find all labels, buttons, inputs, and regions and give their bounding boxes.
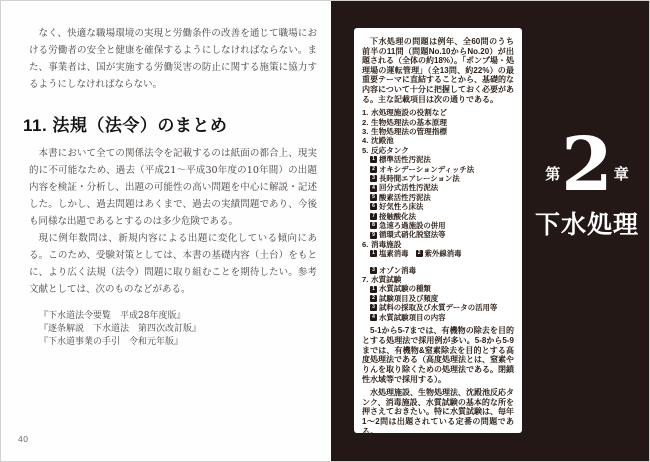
numbered-badge-icon: 1 xyxy=(370,250,377,257)
outline-sub-row xyxy=(362,174,514,183)
outline-item xyxy=(362,127,514,136)
outline-item-number: 7. xyxy=(362,275,369,285)
outline-sub-entry xyxy=(416,249,462,258)
outline-sub-label: 水質試験項目の内容 xyxy=(379,312,446,322)
numbered-badge-icon: 1 xyxy=(370,286,377,293)
numbered-badge-icon: 8 xyxy=(370,222,377,229)
outline-sub-entry xyxy=(370,284,431,293)
outline-item xyxy=(362,136,514,145)
numbered-badge-icon: 2 xyxy=(416,250,423,257)
outline-sub-row xyxy=(362,249,514,275)
numbered-badge-icon: 3 xyxy=(370,304,377,311)
chapter-title-block xyxy=(525,122,649,241)
left-page xyxy=(1,1,331,461)
outline-sub-entry xyxy=(370,183,438,192)
outline-sub-row xyxy=(362,183,514,192)
numbered-badge-icon: 1 xyxy=(370,156,377,163)
outline-item-number: 1. xyxy=(362,108,369,118)
chapter-summary-box xyxy=(354,28,522,437)
outline-sub-entry xyxy=(370,174,460,183)
body-paragraph: 本書において全ての関係法令を記載するのは紙面の都合上、現実的に不可能なため、過去（平成21～平成30年度の10年間）の出題内容を検証・分析し、出題の可能性の高い問題を中心に解説・記述した。しかし、過去問題はあくまで、過去の実績問題であり、今後も同様な出題であるとするのは多少危険である。 xyxy=(29,148,317,227)
outline-item-label: 水質試験 xyxy=(371,275,402,285)
outline-sub-entry xyxy=(370,221,446,230)
outline-sub-row xyxy=(362,313,514,322)
numbered-badge-icon: 7 xyxy=(370,213,377,220)
numbered-badge-icon: 2 xyxy=(370,295,377,302)
outline-sub-entry xyxy=(370,303,497,312)
numbered-badge-icon: 4 xyxy=(370,314,377,321)
outline-item-number: 2. xyxy=(362,117,369,127)
outline-sub-label: 回分式活性汚泥法 xyxy=(379,183,439,193)
outline-sub-row xyxy=(362,303,514,312)
outline-sub-entry xyxy=(370,165,474,174)
outline-sub-row xyxy=(362,165,514,174)
summary-note: 5-1から5-7までは、有機物の除去を目的とする処理法で採用例が多い。5-8から5-9までは、有機物&窒素除去を目的とする高度処理法である（高度処理法とは、窒素やりんを取り除くための処理法である。閉鎖性水域等で採用する）。 xyxy=(362,326,514,385)
chapter-title: 下水処理 xyxy=(534,211,639,239)
outline-sub-label: 水質試験の種類 xyxy=(379,284,431,294)
numbered-badge-icon: 3 xyxy=(370,175,377,182)
summary-note: 水処理施設、生物処理法、沈殿池反応タンク、消毒施設、水質試験の基本的な所を押さえておきたい。特に水質試験は、毎年1～2問は出題されている定番の問題である。 xyxy=(362,387,514,437)
page-number: 40 xyxy=(18,434,29,444)
outline-item-label: 消毒施設 xyxy=(371,239,402,249)
outline-sub-row xyxy=(362,202,514,211)
carryover-paragraph: なく、快適な職場環境の実現と労働条件の改善を通じて職場における労働者の安全と健康を確保するようにしなければならない。また、事業者は、国が実施する労働災害の防止に関する施策に協力するようにしなければならない。 xyxy=(29,28,317,90)
outline-sub-entry xyxy=(370,193,431,202)
numbered-badge-icon: 3 xyxy=(370,267,377,274)
right-page xyxy=(331,1,650,462)
outline-sub-label: 試料の採取及び水質データの活用等 xyxy=(379,303,498,313)
outline-item-label: 生物処理法の管理指標 xyxy=(371,126,447,136)
outline-sub-label: オキシデーションディッチ法 xyxy=(379,164,475,174)
outline-item xyxy=(362,275,514,284)
outline-item xyxy=(362,146,514,155)
outline-sub-row xyxy=(362,212,514,221)
outline-item-label: 沈殿池 xyxy=(371,136,394,146)
topic-outline xyxy=(362,108,514,322)
outline-sub-label: 接触酸化法 xyxy=(379,211,416,221)
outline-item-number: 6. xyxy=(362,239,369,249)
section-heading: 11. 法規（法令）のまとめ xyxy=(23,116,228,135)
numbered-badge-icon: 4 xyxy=(370,185,377,192)
reference-item: 『下水道法令要覧 平成28年度版』 xyxy=(39,311,186,321)
reference-item: 『下水道事業の手引 令和元年版』 xyxy=(39,337,184,347)
outline-sub-label: 標準活性汚泥法 xyxy=(379,155,431,165)
chapter-number-row xyxy=(525,122,649,208)
outline-sub-row xyxy=(362,155,514,164)
outline-sub-label: 試験項目及び頻度 xyxy=(379,293,439,303)
outline-item xyxy=(362,240,514,249)
chapter-number: 2 xyxy=(561,122,613,208)
outline-sub-label: 塩素消毒 xyxy=(379,249,409,259)
outline-sub-entry xyxy=(370,294,438,303)
outline-sub-entry xyxy=(370,155,431,164)
outline-sub-row xyxy=(362,193,514,202)
outline-sub-entry xyxy=(370,202,423,211)
outline-item xyxy=(362,118,514,127)
numbered-badge-icon: 6 xyxy=(370,203,377,210)
reference-list xyxy=(29,310,317,349)
outline-item-number: 3. xyxy=(362,126,369,136)
outline-item-number: 4. xyxy=(362,136,369,146)
outline-item-label: 水処理施設の役割など xyxy=(371,108,447,118)
outline-item-label: 反応タンク xyxy=(371,145,409,155)
outline-sub-row xyxy=(362,230,514,239)
numbered-badge-icon: 2 xyxy=(370,166,377,173)
outline-sub-row xyxy=(362,284,514,293)
outline-sub-label: 酸素活性汚泥法 xyxy=(379,192,431,202)
outline-sub-row xyxy=(362,221,514,230)
left-page-content xyxy=(23,25,317,349)
outline-sub-label: 循環式硝化脱窒法等 xyxy=(379,230,446,240)
outline-sub-label: オゾン消毒 xyxy=(379,265,416,275)
summary-intro: 下水処理の問題は例年、全60問のうち前半の11問（問題No.10からNo.20）が出題される（全体の約18%）。「ポンプ場・処理場の運転管理」（全13問、約22%）の最重要テーマに直結することから、基礎的な内容について十分に把握しておく必要がある。主な記載項目は次の通りである。 xyxy=(362,37,515,104)
outline-sub-entry xyxy=(370,230,446,239)
outline-item-label: 生物処理法の基本原理 xyxy=(371,117,447,127)
reference-item: 『逐条解説 下水道法 第四次改訂版』 xyxy=(39,324,202,334)
numbered-badge-icon: 5 xyxy=(370,194,377,201)
body-paragraph: 現に例年数問は、新規内容による出題に変化している傾向にある。このため、受験対策としては、本書の基礎内容（土台）をもとに、より広く法規（法令）問題に取り組むことを期待したい。参考文献としては、次のものなどがある。 xyxy=(29,233,317,295)
outline-item-number: 5. xyxy=(362,145,369,155)
outline-sub-label: 好気性ろ床法 xyxy=(379,202,424,212)
outline-sub-entry xyxy=(370,249,409,258)
chapter-prefix: 第 xyxy=(545,166,561,183)
numbered-badge-icon: 9 xyxy=(370,232,377,239)
outline-item xyxy=(362,108,514,117)
outline-sub-entry xyxy=(370,266,416,275)
chapter-suffix: 章 xyxy=(613,166,629,183)
outline-sub-label: 急速ろ過施設の併用 xyxy=(379,221,446,231)
outline-sub-entry xyxy=(370,212,416,221)
outline-sub-label: 長時間エアレーション法 xyxy=(379,174,460,183)
outline-sub-label: 紫外線消毒 xyxy=(424,249,462,259)
outline-sub-entry xyxy=(370,313,446,322)
outline-sub-row xyxy=(362,294,514,303)
